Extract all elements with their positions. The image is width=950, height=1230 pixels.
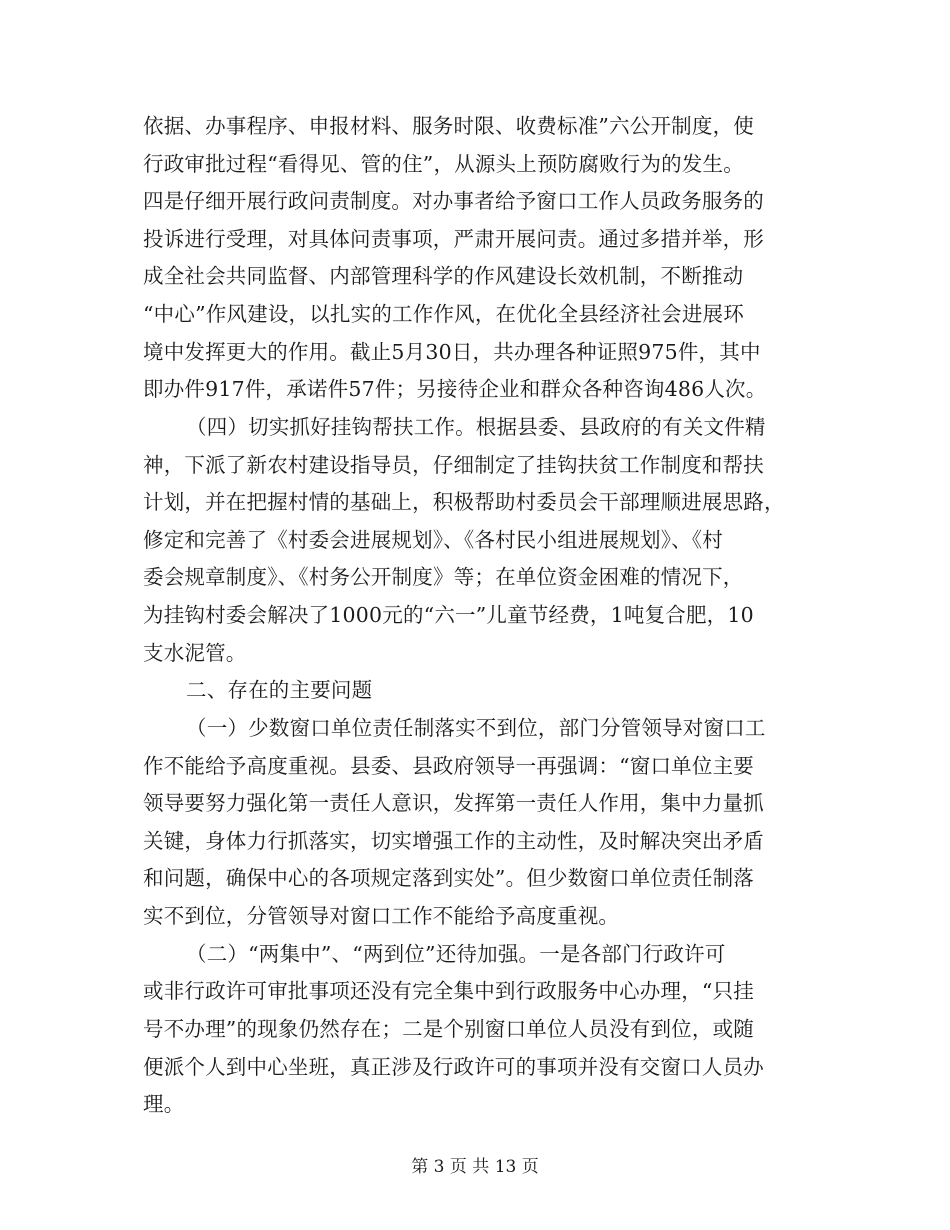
body-text-line: 或非行政许可审批事项还没有完全集中到行政服务中心办理，“只挂	[143, 979, 754, 1003]
body-text-line: 行政审批过程“看得见、管的住”，从源头上预防腐败行为的发生。	[143, 152, 744, 176]
body-text-line: 支水泥管。	[143, 641, 247, 665]
page-number-footer: 第 3 页 共 13 页	[411, 1157, 539, 1177]
subsection-heading-2: （二）“两集中”、“两到位”还待加强。一是各部门行政许可	[186, 942, 726, 966]
body-text-line: 号不办理”的现象仍然存在；二是个别窗口单位人员没有到位，或随	[143, 1017, 754, 1041]
body-text-line: 即办件917件，承诺件57件；另接待企业和群众各种咨询486人次。	[143, 377, 767, 401]
body-text-line: 委会规章制度》、《村务公开制度》等；在单位资金困难的情况下，	[143, 565, 744, 589]
body-text-line: 成全社会共同监督、内部管理科学的作风建设长效机制，不断推动	[143, 264, 744, 288]
body-text-line: 计划，并在把握村情的基础上，积极帮助村委员会干部理顺进展思路，	[143, 490, 785, 514]
body-text-line: 领导要努力强化第一责任人意识，发挥第一责任人作用，集中力量抓	[143, 791, 764, 815]
body-text-line: 为挂钩村委会解决了1000元的“六一”儿童节经费，1吨复合肥，10	[143, 603, 754, 627]
body-text-line: 理。	[143, 1092, 185, 1116]
section-title-problems: 二、存在的主要问题	[186, 678, 373, 702]
body-text-line: 便派个人到中心坐班，真正涉及行政许可的事项并没有交窗口人员办	[143, 1055, 764, 1079]
body-text-line: 依据、办事程序、申报材料、服务时限、收费标准”六公开制度，使	[143, 114, 754, 138]
subsection-heading-1: （一）少数窗口单位责任制落实不到位，部门分管领导对窗口工	[186, 716, 766, 740]
body-text-line: 实不到位，分管领导对窗口工作不能给予高度重视。	[143, 904, 620, 928]
body-text-line: 四是仔细开展行政问责制度。对办事者给予窗口工作人员政务服务的	[143, 189, 764, 213]
body-text-line: 投诉进行受理，对具体问责事项，严肃开展问责。通过多措并举，形	[143, 227, 764, 251]
body-text-line: 修定和完善了《村委会进展规划》、《各村民小组进展规划》、《村	[143, 528, 723, 552]
body-text-line: 关键，身体力行抓落实，切实增强工作的主动性，及时解决突出矛盾	[143, 829, 764, 853]
body-text-line: 作不能给予高度重视。县委、县政府领导一再强调：“窗口单位主要	[143, 754, 754, 778]
body-text-line: 境中发挥更大的作用。截止5月30日，共办理各种证照975件，其中	[143, 340, 761, 364]
body-text-line: 神，下派了新农村建设指导员，仔细制定了挂钩扶贫工作制度和帮扶	[143, 453, 764, 477]
body-text-line: “中心”作风建设，以扎实的工作作风，在优化全县经济社会进展环	[143, 302, 744, 326]
body-text-line: 和问题，确保中心的各项规定落到实处”。但少数窗口单位责任制落	[143, 866, 754, 890]
section-heading-4: （四）切实抓好挂钩帮扶工作。根据县委、县政府的有关文件精	[186, 415, 766, 439]
